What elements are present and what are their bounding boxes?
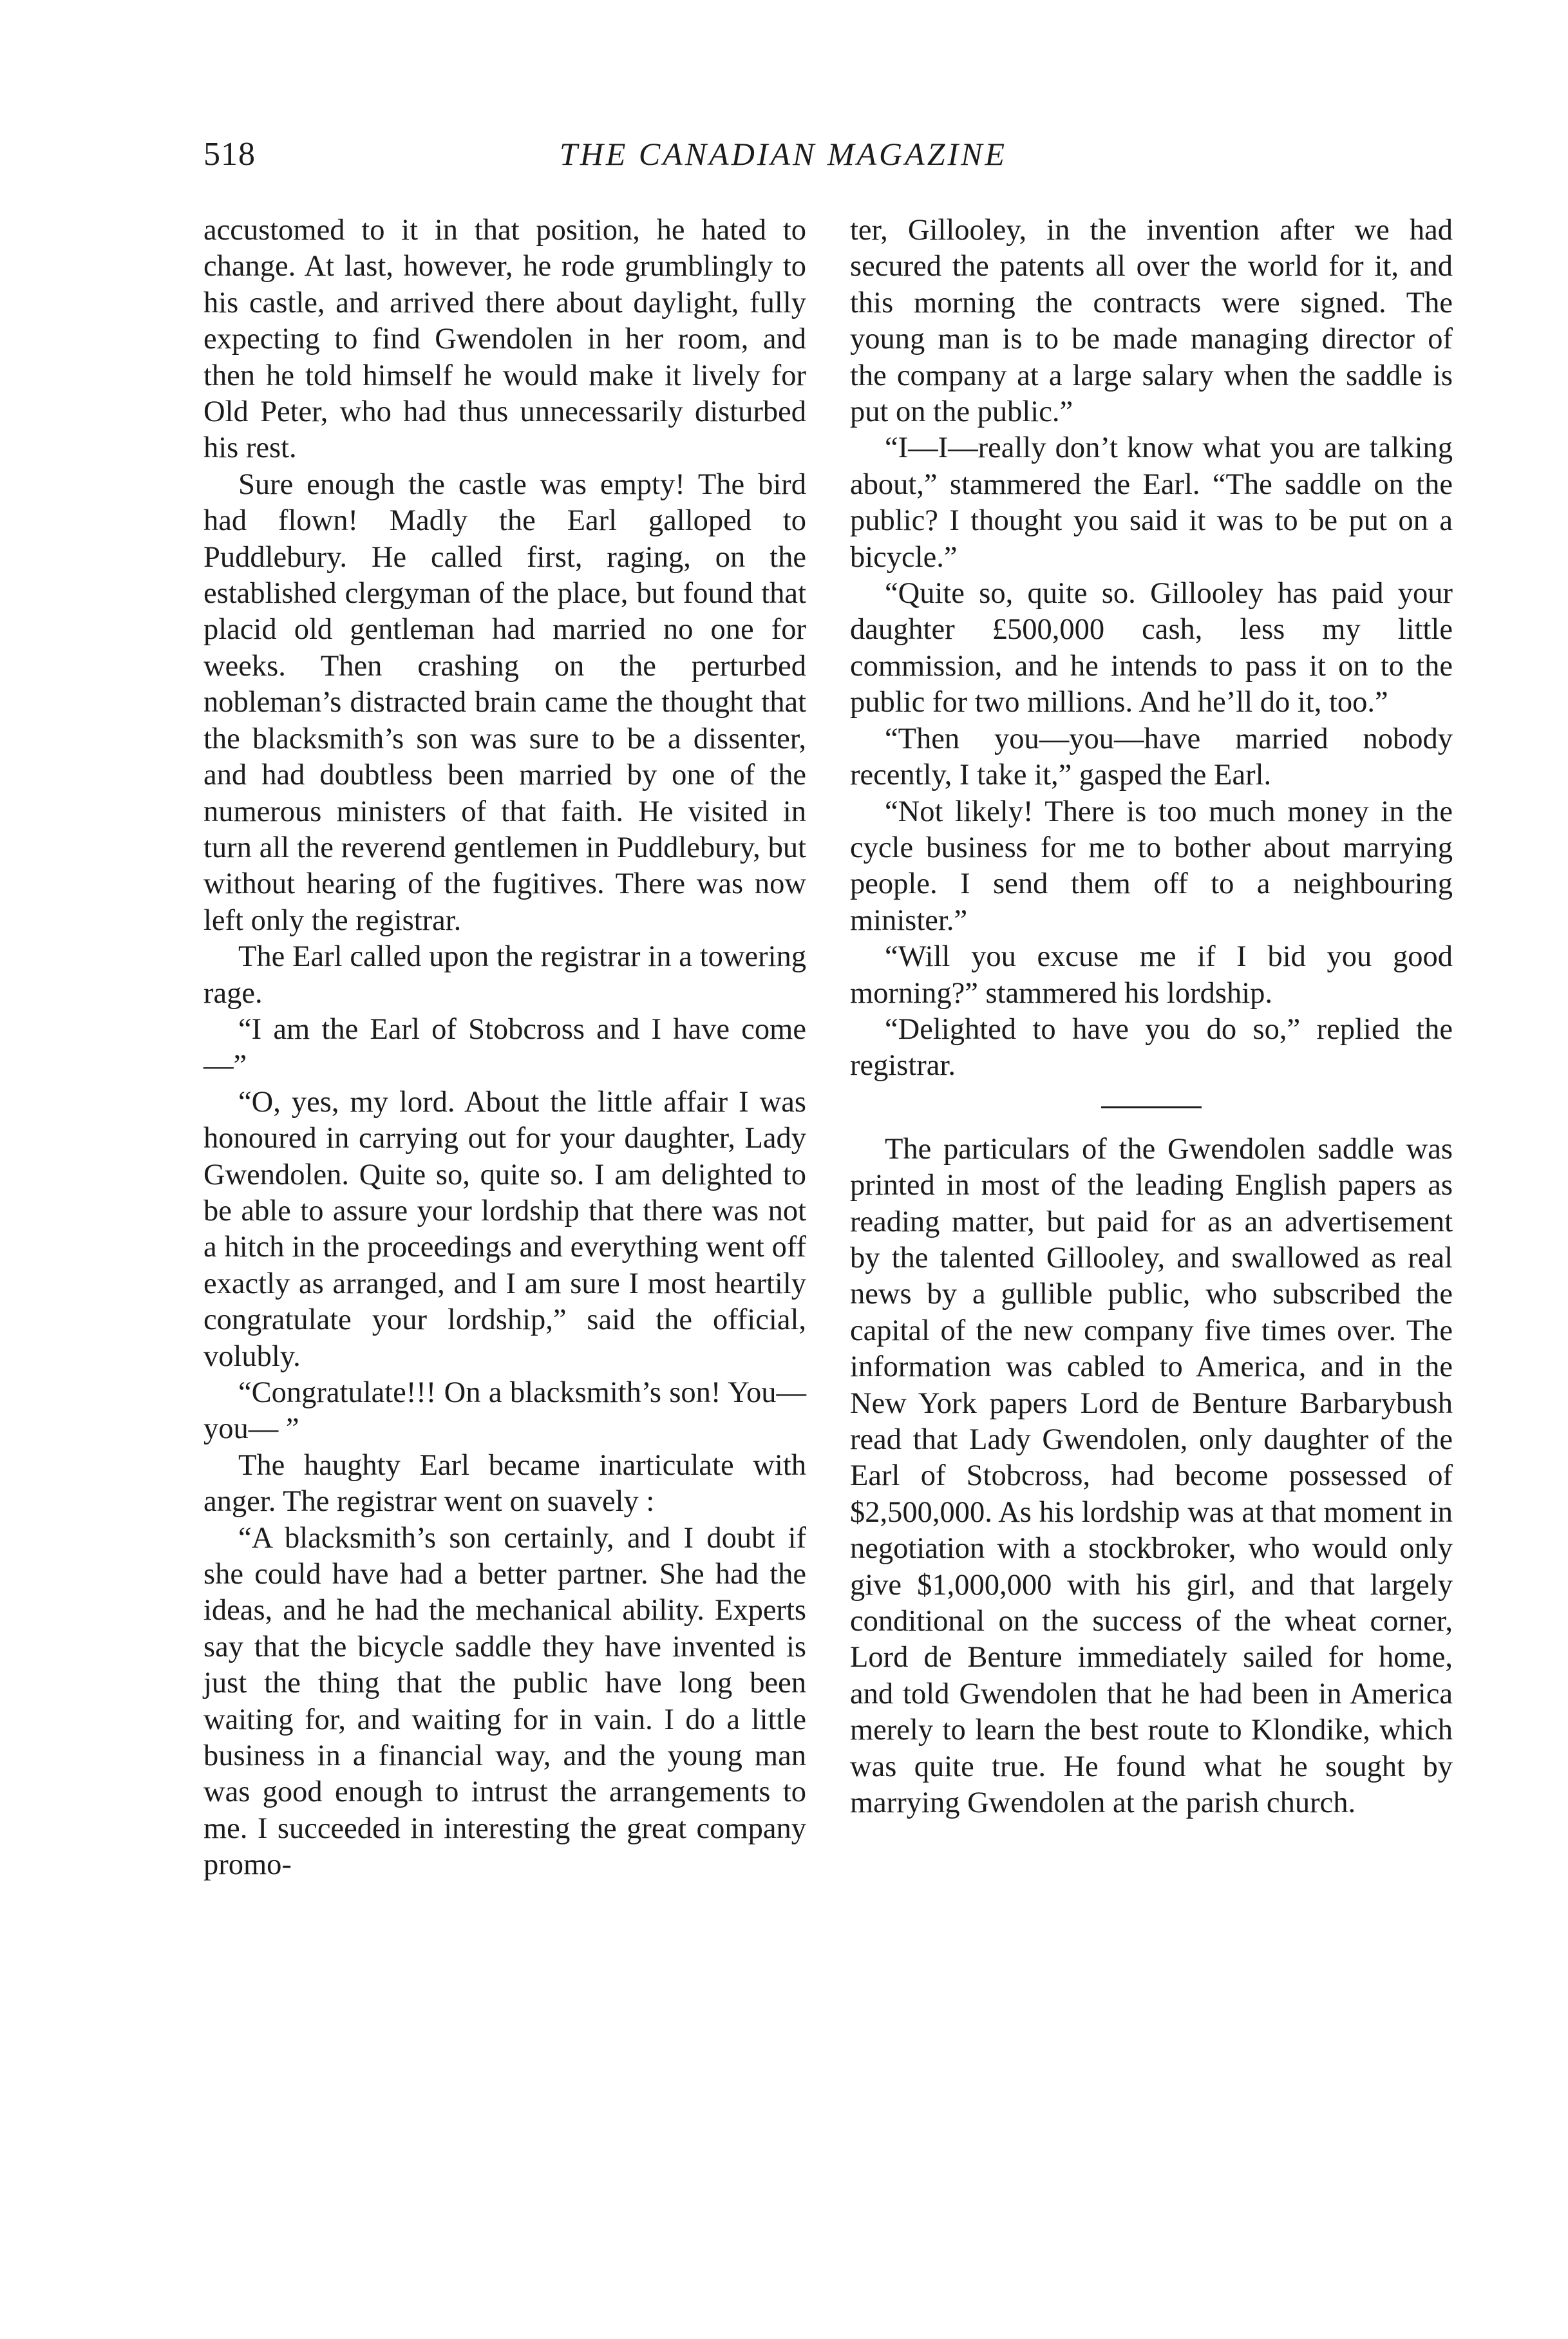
paragraph: “Then you—you—have married nobody recently, I take it,” gasped the Earl.: [850, 722, 1453, 792]
paragraph: “Not likely! There is too much money in the cycle business for me to bother about marrying people. I send them off to a neighbouring minister.”: [850, 795, 1453, 937]
section-divider: [1101, 1106, 1202, 1108]
paragraph: “A blacksmith’s son certainly, and I doubt if she could have had a better partner. She had the ideas, and he had the mechanical ability. Experts say that the bicycle saddle they have invented is just the thing that the public have long been waiting for, and waiting for in vain. I do a little business in a financial way, and the young man was good enough to intrust the arrangements to me. I succeeded in interesting the great company promo-: [203, 1521, 806, 1882]
paragraph: accustomed to it in that position, he hated to change. At last, however, he rode grumblingly to his castle, and arrived there about daylight, fully expecting to find Gwendolen in her room, and then he told himself he would make it lively for Old Peter, who had thus unnecessarily disturbed his rest.: [203, 214, 806, 465]
page-number: 518: [203, 136, 256, 173]
paragraph: Sure enough the castle was empty! The bird had flown! Madly the Earl galloped to Puddlebury. He called first, raging, on the established clergyman of the place, but found that placid old gentleman had married no one for weeks. Then crashing on the perturbed nobleman’s distracted brain came the thought that the blacksmith’s son was sure to be a dissenter, and had doubtless been married by one of the numerous ministers of that faith. He visited in turn all the reverend gentlemen in Puddlebury, but without hearing of the fugitives. There was now left only the registrar.: [203, 468, 806, 937]
paragraph: The haughty Earl became inarticulate with anger. The registrar went on suavely :: [203, 1448, 806, 1519]
right-column: [850, 213, 1453, 1821]
paragraph: The particulars of the Gwendolen saddle was printed in most of the leading English papers as reading matter, but paid for as an advertisement by the talented Gillooley, and swallowed as real news by a gullible public, who subscribed the capital of the new company five times over. The information was cabled to America, and in the New York papers Lord de Benture Barbarybush read that Lady Gwendolen, only daughter of the Earl of Stobcross, had become possessed of $2,500,000. As his lordship was at that moment in negotiation with a stockbroker, who would only give $1,000,000 with his girl, and that largely conditional on the success of the wheat corner, Lord de Benture immediately sailed for home, and told Gwendolen that he had been in America merely to learn the best route to Klondike, which was quite true. He found what he sought by marrying Gwendolen at the parish church.: [850, 1132, 1453, 1820]
paragraph: The Earl called upon the registrar in a towering rage.: [203, 940, 806, 1010]
left-column: [203, 213, 806, 1884]
paragraph: “O, yes, my lord. About the little affair I was honoured in carrying out for your daughter, Lady Gwendolen. Quite so, quite so. I am delighted to be able to assure your lordship that there was not a hitch in the proceedings and everything went off exactly as arranged, and I am sure I most heartily congratulate your lordship,” said the official, volubly.: [203, 1085, 806, 1373]
paragraph: “I am the Earl of Stobcross and I have come—”: [203, 1012, 806, 1083]
paragraph: “Quite so, quite so. Gillooley has paid your daughter £500,000 cash, less my little commission, and he intends to pass it on to the public for two millions. And he’ll do it, too.”: [850, 577, 1453, 719]
paragraph: “Will you excuse me if I bid you good morning?” stammered his lordship.: [850, 940, 1453, 1010]
running-head: THE CANADIAN MAGAZINE: [559, 136, 1008, 172]
paragraph: ter, Gillooley, in the invention after we had secured the patents all over the world for it, and this morning the contracts were signed. The young man is to be made managing director of the company at a large salary when the saddle is put on the public.”: [850, 214, 1453, 429]
paragraph: “I—I—really don’t know what you are talking about,” stammered the Earl. “The saddle on the public? I thought you said it was to be put on a bicycle.”: [850, 431, 1453, 574]
paragraph: “Congratulate!!! On a blacksmith’s son! You—you— ”: [203, 1376, 806, 1446]
paragraph: “Delighted to have you do so,” replied the registrar.: [850, 1012, 1453, 1083]
